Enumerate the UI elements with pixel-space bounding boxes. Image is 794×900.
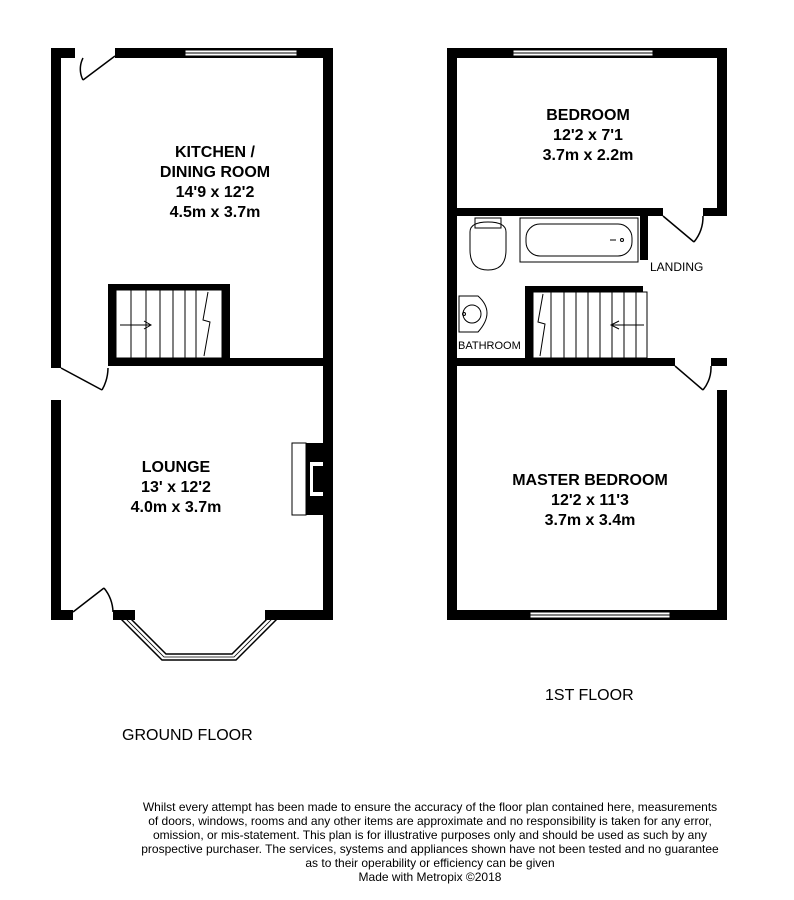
master-bedroom-label <box>480 471 700 531</box>
master-bedroom-metric: 3.7m x 3.4m <box>544 512 636 529</box>
master-bedroom-name: MASTER BEDROOM <box>512 472 668 489</box>
kitchen-imperial: 14'9 x 12'2 <box>175 184 255 201</box>
master-bedroom-imperial: 12'2 x 11'3 <box>551 492 629 509</box>
disclaimer-line: of doors, windows, rooms and any other items are approximate and no responsibility is taken for any error, <box>148 814 712 828</box>
lounge-door <box>61 368 108 390</box>
bedroom-imperial: 12'2 x 7'1 <box>553 127 623 144</box>
disclaimer-line: as to their operability or efficiency can be given <box>305 856 555 870</box>
kitchen-window <box>185 50 297 56</box>
bedroom-label <box>513 106 663 166</box>
kitchen-dining-room-label <box>140 143 290 223</box>
bedroom-metric: 3.7m x 2.2m <box>542 147 634 164</box>
kitchen-metric: 4.5m x 3.7m <box>169 204 261 221</box>
bedroom-door <box>663 216 703 242</box>
bathroom-label: BATHROOM <box>458 340 521 352</box>
fireplace <box>292 443 323 515</box>
kitchen-door <box>80 56 115 80</box>
first-floor-title: 1ST FLOOR <box>545 687 634 704</box>
disclaimer <box>90 800 770 884</box>
ground-floor-stairs <box>116 290 222 358</box>
basin <box>459 296 487 332</box>
disclaimer-line: prospective purchaser. The services, systems and appliances shown have not been tested and no guarantee <box>141 842 719 856</box>
ground-floor-title: GROUND FLOOR <box>122 727 253 744</box>
bedroom-window <box>513 50 653 56</box>
bedroom-name: BEDROOM <box>546 107 630 124</box>
ground-floor-walls <box>51 48 333 620</box>
disclaimer-line: omission, or mis-statement. This plan is for illustrative purposes only and should be used as such by any <box>152 828 708 842</box>
toilet <box>470 218 506 270</box>
lounge-name: LOUNGE <box>141 459 211 476</box>
master-bedroom-door <box>675 366 711 390</box>
master-bedroom-window <box>530 612 670 618</box>
ground-floor-plan <box>51 48 333 660</box>
bath <box>520 218 638 262</box>
disclaimer-line: Whilst every attempt has been made to ensure the accuracy of the floor plan contained here, measurements <box>142 800 718 814</box>
credit-line: Made with Metropix ©2018 <box>358 870 502 884</box>
lounge-metric: 4.0m x 3.7m <box>130 499 222 516</box>
landing-label: LANDING <box>650 260 704 274</box>
front-door <box>73 588 113 612</box>
bay-window <box>120 618 278 660</box>
first-floor-stairs <box>533 292 647 358</box>
kitchen-name-line2: DINING ROOM <box>159 164 271 181</box>
lounge-imperial: 13' x 12'2 <box>141 479 211 496</box>
lounge-label <box>101 458 251 518</box>
kitchen-name-line1: KITCHEN / <box>175 144 255 161</box>
